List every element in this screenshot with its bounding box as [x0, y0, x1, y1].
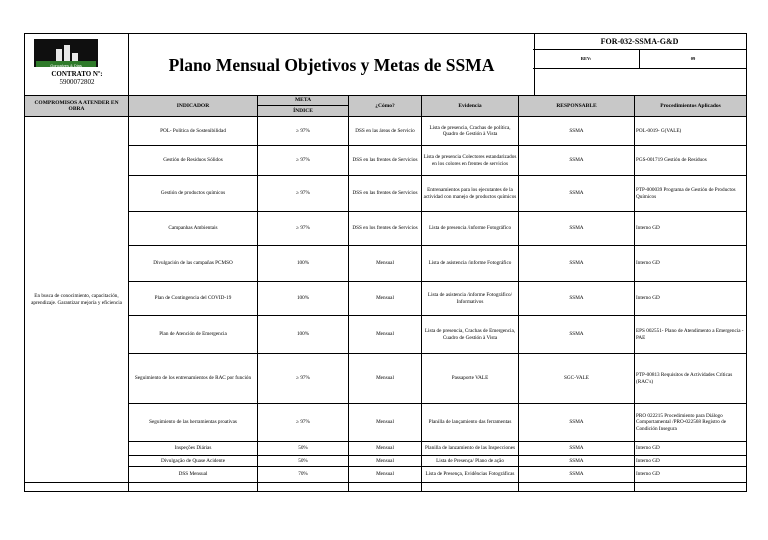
page-title: Plano Mensual Objetivos y Metas de SSMA	[168, 54, 495, 75]
header-como: ¿Cómo?	[349, 96, 422, 117]
indicador-cell: POL- Política de Sostenibilidad	[129, 117, 258, 146]
procedimiento-cell: PGS-001719 Gestión de Residuos	[635, 146, 747, 176]
procedimiento-cell: POL-0019- G(VALE)	[635, 117, 747, 146]
responsable-cell: SSMA	[519, 282, 635, 316]
indicador-cell: Plan de Atención de Emergencia	[129, 316, 258, 354]
como-cell: DSS en las frentes de Servicios	[349, 146, 422, 176]
como-cell: DSS en los frentes de Servicios	[349, 212, 422, 246]
evidencia-cell: Lista de presencia /informe Fotográfico	[422, 212, 519, 246]
compromiso-cell: En busca de conocimiento, capacitación, aprendizaje. Garantizar mejoría y eficiencia	[25, 117, 129, 483]
table-row	[25, 316, 747, 354]
header-procedimientos: Procedimientos Aplicados	[635, 96, 747, 117]
indicador-cell: Divulgação de Quase Acidente	[129, 456, 258, 467]
empty-row	[25, 483, 747, 492]
indice-cell: 50%	[258, 442, 349, 456]
header-responsable: RESPONSABLE	[519, 96, 635, 117]
header-indice: ÍNDICE	[258, 106, 349, 117]
indicador-cell: Campanhas Ambientais	[129, 212, 258, 246]
indice-cell: ≥ 97%	[258, 146, 349, 176]
header-compromisos: COMPROMISOS A ATENDER EN OBRA	[25, 96, 129, 117]
indice-cell: ≥ 97%	[258, 354, 349, 404]
indicador-cell: Plan de Contingencia del COVID-19	[129, 282, 258, 316]
evidencia-cell: Lista de asistencia /informe Fotográfico	[422, 246, 519, 282]
responsable-cell: SGC-VALE	[519, 354, 635, 404]
procedimiento-cell: Interno GD	[635, 467, 747, 483]
responsable-cell: SSMA	[519, 316, 635, 354]
revision-label: REV:	[533, 50, 640, 68]
table-row	[25, 117, 747, 146]
objectives-table	[24, 95, 747, 492]
procedimiento-cell: PTP-00813 Requisitos de Actividades Críticas (RAC's)	[635, 354, 747, 404]
procedimiento-cell: Interno GD	[635, 456, 747, 467]
evidencia-cell: Lista de asistencia /informe Fotográfico/ Informativos	[422, 282, 519, 316]
procedimiento-cell: PRO 022215 Procedimiento para Diálogo Comportamental /PRO-022568 Registro de Condición Insegura	[635, 404, 747, 442]
como-cell: Mensual	[349, 246, 422, 282]
evidencia-cell: Lista de Presença/ Plano de ação	[422, 456, 519, 467]
revision-value: 09	[690, 56, 696, 61]
responsable-cell: SSMA	[519, 117, 635, 146]
responsable-cell: SSMA	[519, 404, 635, 442]
responsable-cell: SSMA	[519, 456, 635, 467]
indicador-cell: Gestión de Residuos Sólidos	[129, 146, 258, 176]
header-indicador: INDICADOR	[129, 96, 258, 117]
como-cell: DSS en las frentes de Servicios	[349, 176, 422, 212]
evidencia-cell: Lista de presencia, Crachas de política, Quadro de Gestión à Vista	[422, 117, 519, 146]
responsable-cell: SSMA	[519, 246, 635, 282]
como-cell: Mensual	[349, 316, 422, 354]
document-code: FOR-032-SSMA-G&D	[533, 34, 746, 50]
evidencia-cell: Planilla de lançamiento das ferramentas	[422, 404, 519, 442]
evidencia-cell: Entrenamientos para los ejecutantes de la actividad con manejo de productos químicos	[422, 176, 519, 212]
contract-label: CONTRATO Nº:	[51, 70, 103, 78]
table-row	[25, 442, 747, 456]
table-row	[25, 456, 747, 467]
indice-cell: ≥ 97%	[258, 212, 349, 246]
header-evidencia: Evidencia	[422, 96, 519, 117]
evidencia-cell: Lista de presencia, Crachas de Emergencia, Cuadro de Gestión à Vista	[422, 316, 519, 354]
como-cell: Mensual	[349, 467, 422, 483]
procedimiento-cell: EPS 002551- Plano de Atendimento a Emergencia - PAE	[635, 316, 747, 354]
indice-cell: 100%	[258, 282, 349, 316]
indice-cell: 100%	[258, 316, 349, 354]
indice-cell: ≥ 97%	[258, 404, 349, 442]
como-cell: Mensual	[349, 456, 422, 467]
indicador-cell: Inspeções Diárias	[129, 442, 258, 456]
table-row	[25, 146, 747, 176]
indicador-cell: Gestión de productos químicos	[129, 176, 258, 212]
table-row	[25, 246, 747, 282]
responsable-cell: SSMA	[519, 176, 635, 212]
table-row	[25, 404, 747, 442]
title-cell	[128, 33, 535, 97]
responsable-cell: SSMA	[519, 212, 635, 246]
indice-cell: 50%	[258, 456, 349, 467]
table-row	[25, 467, 747, 483]
evidencia-cell: Lista de presencia Colectores estandarizados en los colores en frentes de servicios	[422, 146, 519, 176]
indice-cell: 100%	[258, 246, 349, 282]
evidencia-cell: Lista de Presença, Evidências Fotográficas	[422, 467, 519, 483]
indicador-cell: DSS Mensual	[129, 467, 258, 483]
procedimiento-cell: Interno GD	[635, 246, 747, 282]
company-logo: Gonçalves & Dias	[34, 39, 98, 67]
procedimiento-cell: Interno GD	[635, 282, 747, 316]
como-cell: Mensual	[349, 442, 422, 456]
indice-cell: ≥ 97%	[258, 117, 349, 146]
como-cell: DSS en las áreas de Servicio	[349, 117, 422, 146]
como-cell: Mensual	[349, 404, 422, 442]
header-meta: META	[258, 96, 349, 106]
responsable-cell: SSMA	[519, 467, 635, 483]
procedimiento-cell: PTP-000039 Programa de Gestión de Productos Químicos	[635, 176, 747, 212]
responsable-cell: SSMA	[519, 442, 635, 456]
indicador-cell: Seguimiento de las herramientas proativas	[129, 404, 258, 442]
como-cell: Mensual	[349, 282, 422, 316]
indicador-cell: Seguimiento de los entrenamientos de RAC por función	[129, 354, 258, 404]
evidencia-cell: Planilla de lanzamiento de las Inspecciones	[422, 442, 519, 456]
evidencia-cell: Passaporte VALE	[422, 354, 519, 404]
table-row	[25, 176, 747, 212]
contract-info	[25, 70, 129, 86]
indice-cell: 70%	[258, 467, 349, 483]
logo-cell	[24, 33, 129, 96]
procedimiento-cell: Interno GD	[635, 442, 747, 456]
contract-number: 5900072802	[59, 78, 95, 86]
indice-cell: ≥ 97%	[258, 176, 349, 212]
responsable-cell: SSMA	[519, 146, 635, 176]
indicador-cell: Divulgación de las campañas PCMSO	[129, 246, 258, 282]
como-cell: Mensual	[349, 354, 422, 404]
procedimiento-cell: Interno GD	[635, 212, 747, 246]
table-row	[25, 282, 747, 316]
table-row	[25, 354, 747, 404]
table-row	[25, 212, 747, 246]
document-meta	[533, 33, 747, 97]
